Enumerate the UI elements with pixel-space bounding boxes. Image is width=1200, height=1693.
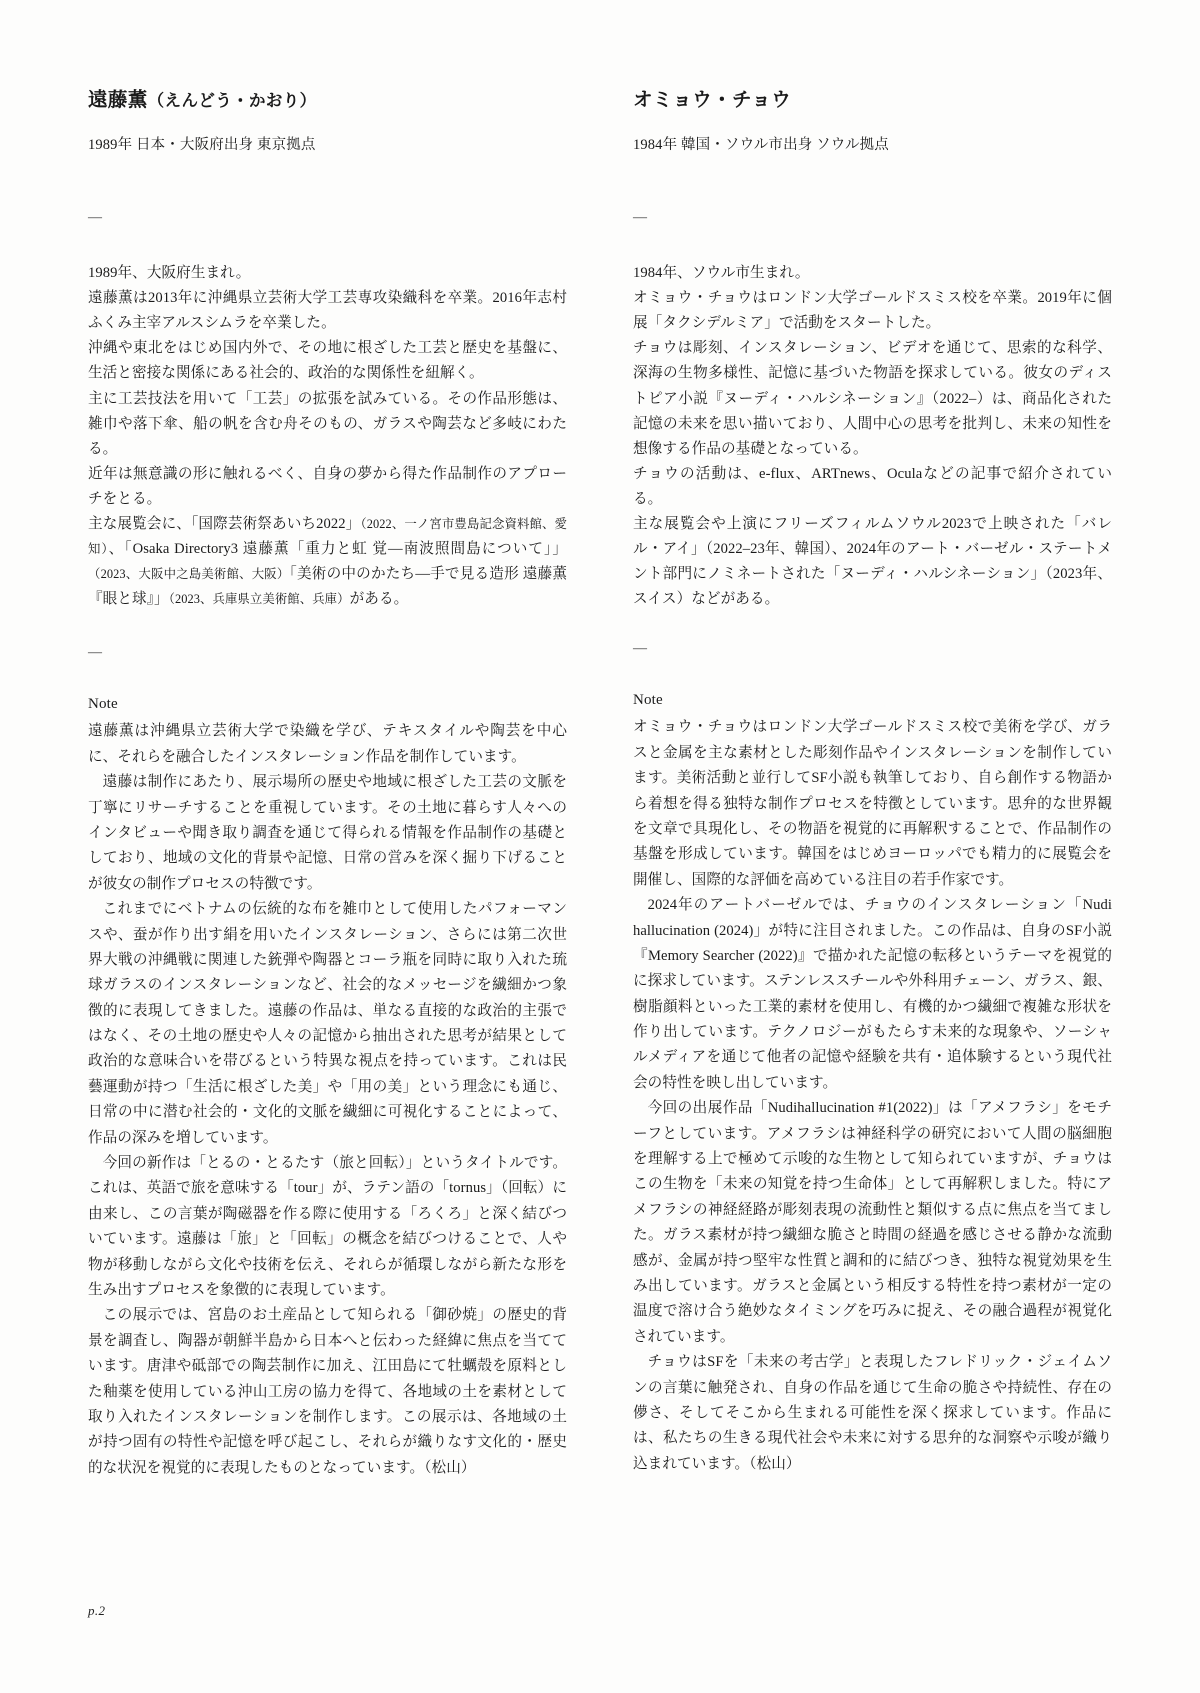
artist-meta-right: 1984年 韓国・ソウル市出身 ソウル拠点 bbox=[633, 137, 889, 154]
artist-meta-left: 1989年 日本・大阪府出身 東京拠点 bbox=[88, 137, 316, 154]
note-paragraph: チョウはSFを「未来の考古学」と表現したフレドリック・ジェイムソンの言葉に触発され、自身の作品を通じて生命の脆さや持続性、存在の儚さ、そしてそこから生まれる可能性を深く探求しています。作品には、私たちの生きる現代社会や未来に対する思弁的な洞察や示唆が織り込まれています。（松山） bbox=[633, 1354, 1112, 1472]
artist-name-left bbox=[88, 88, 567, 113]
bio-paragraph: 近年は無意識の形に触れるべく、自身の夢から得た作品制作のアプローチをとる。 bbox=[88, 465, 567, 507]
bio-paragraph: 遠藤薫は2013年に沖縄県立芸術大学工芸専攻染織科を卒業。2016年志村ふくみ主宰アルスシムラを卒業した。 bbox=[88, 290, 567, 332]
artist-name-main: 遠藤薫 bbox=[88, 90, 148, 111]
note-paragraph: これまでにベトナムの伝統的な布を雑巾として使用したパフォーマンスや、蚕が作り出す絹を用いたインスタレーション、さらには第二次世界大戦の沖縄戦に関連した銃弾や陶器とコーラ瓶を同時に取り入れた琉球ガラスのインスタレーションなど、社会的なメッセージを繊細かつ象徴的に表現してきました。遠藤の作品は、単なる直接的な政治的主張ではなく、その土地の歴史や人々の記憶から抽出された思考が結果として政治的な意味合いを帯びるという特異な視点を持っています。これは民藝運動が持つ「生活に根ざした美」や「用の美」という理念にも通じ、日常の中に潜む社会的・文化的文脈を繊細に可視化することによって、作品の深みを増しています。 bbox=[88, 901, 567, 1146]
note-body-right bbox=[633, 715, 1112, 1477]
exhibitions-detail: （2023、兵庫県立美術館、兵庫） bbox=[168, 592, 350, 607]
note-label-left: Note bbox=[88, 696, 118, 713]
artist-bio-right bbox=[633, 261, 1112, 612]
two-column-body bbox=[88, 88, 1112, 1481]
artist-column-left bbox=[88, 88, 567, 1481]
exhibitions-detail: （2023、大阪中之島美術館、大阪） bbox=[88, 567, 290, 582]
artist-name-reading: （えんどう・かおり） bbox=[147, 91, 317, 110]
note-paragraph: 遠藤薫は沖縄県立芸術大学で染織を学び、テキスタイルや陶芸を中心に、それらを融合したインスタレーション作品を制作しています。 bbox=[88, 723, 567, 765]
bio-paragraph: 主な展覧会や上演にフリーズフィルムソウル2023で上映された「バレル・アイ」（2022–23年、韓国）、2024年のアート・バーゼル・ステートメント部門にノミネートされた「ヌーディ・ハルシネーション」（2023年、スイス）などがある。 bbox=[633, 516, 1112, 608]
divider-top-right: — bbox=[633, 210, 647, 226]
exhibitions-tail: がある。 bbox=[349, 591, 409, 608]
divider-top-left: — bbox=[88, 210, 102, 226]
bio-paragraph: 主に工芸技法を用いて「工芸」の拡張を試みている。その作品形態は、雑巾や落下傘、船の帆を含む舟そのもの、ガラスや陶芸など多岐にわたる。 bbox=[88, 390, 567, 457]
bio-paragraph: 1984年、ソウル市生まれ。 bbox=[633, 265, 810, 282]
exhibitions-mid: 「美術の中のかたち―手で見る造形 遠藤薫『眼と球』」 bbox=[88, 566, 567, 608]
bio-paragraph: チョウは彫刻、インスタレーション、ビデオを通じて、思索的な科学、深海の生物多様性、記憶に基づいた物語を探求している。彼女のディストピア小説『ヌーディ・ハルシネーション』（2022–）は、商品化された記憶の未来を思い描いており、人間中心の思考を批判し、未来の知性を想像する作品の基礎となっている。 bbox=[633, 340, 1112, 457]
note-paragraph: 2024年のアートバーゼルでは、チョウのインスタレーション「Nudi hallucination (2024)」が特に注目されました。この作品は、自身のSF小説『Memory Searcher (2022)』で描かれた記憶の転移というテーマを視覚的に探求しています。ステンレススチールや外科用チェーン、ガラス、銀、樹脂顔料といった工業的素材を使用し、有機的かつ繊細で複雑な形状を作り出しています。テクノロジーがもたらす未来的な現象や、ソーシャルメディアを通じて他者の記憶や経験を共有・追体験するという現代社会の特性を映し出しています。 bbox=[633, 897, 1112, 1091]
exhibitions-mid: 、「Osaka Directory3 遠藤薫「重力と虹 覚―南波照間島について」」 bbox=[108, 541, 568, 558]
divider-mid-right: — bbox=[633, 641, 647, 657]
bio-paragraph: オミョウ・チョウはロンドン大学ゴールドスミス校を卒業。2019年に個展「タクシデルミア」で活動をスタートした。 bbox=[633, 290, 1112, 332]
note-paragraph: 今回の出展作品「Nudihallucination #1(2022)」は「アメフラシ」をモチーフとしています。アメフラシは神経科学の研究において人間の脳細胞を理解する上で極めて示唆的な生物として知られていますが、チョウはこの生物を「未来の知覚を持つ生命体」として再解釈しました。特にアメフラシの神経経路が彫刻表現の流動性と類似する点に焦点を当てました。ガラス素材が持つ繊細な脆さと時間の経過を感じさせる静かな流動感が、金属が持つ堅牢な性質と調和的に結びつき、独特な視覚効果を生み出しています。ガラスと金属という相反する特性を持つ素材が一定の温度で溶け合う絶妙なタイミングを巧みに捉え、その融合過程が視覚化されています。 bbox=[633, 1100, 1112, 1345]
bio-exhibitions bbox=[88, 512, 567, 612]
bio-paragraph: チョウの活動は、e-flux、ARTnews、Oculaなどの記事で紹介されている。 bbox=[633, 465, 1112, 507]
bio-paragraph: 沖縄や東北をはじめ国内外で、その地に根ざした工芸と歴史を基盤に、生活と密接な関係にある社会的、政治的な関係性を紐解く。 bbox=[88, 340, 567, 382]
note-paragraph: 遠藤は制作にあたり、展示場所の歴史や地域に根ざした工芸の文脈を丁寧にリサーチすることを重視しています。その土地に暮らす人々へのインタビューや聞き取り調査を通じて得られる情報を作品制作の基礎としており、地域の文化的背景や記憶、日常の営みを深く掘り下げることが彼女の制作プロセスの特徴です。 bbox=[88, 774, 567, 892]
note-paragraph: オミョウ・チョウはロンドン大学ゴールドスミス校で美術を学び、ガラスと金属を主な素材とした彫刻作品やインスタレーションを制作しています。美術活動と並行してSF小説も執筆しており、自ら創作する物語から着想を得る独特な制作プロセスを特徴としています。思弁的な世界観を文章で具現化し、その物語を視覚的に再解釈することで、作品制作の基盤を形成しています。韓国をはじめヨーロッパでも精力的に展覧会を開催し、国際的な評価を高めている注目の若手作家です。 bbox=[633, 719, 1112, 888]
note-paragraph: 今回の新作は「とるの・とるたす（旅と回転）」というタイトルです。これは、英語で旅を意味する「tour」が、ラテン語の「tornus」（回転）に由来し、この言葉が陶磁器を作る際に使用する「ろくろ」と深く結びついています。遠藤は「旅」と「回転」の概念を結びつけることで、人や物が移動しながら文化や技術を伝え、それらが循環しながら新たな形を生み出すプロセスを象徴的に表現しています。 bbox=[88, 1155, 567, 1298]
divider-mid-left: — bbox=[88, 645, 102, 661]
artist-name-right bbox=[633, 88, 1112, 113]
exhibitions-detail: （2022、一ノ宮市豊島記念資料館、愛知） bbox=[88, 517, 567, 557]
note-paragraph: この展示では、宮島のお土産品として知られる「御砂焼」の歴史的背景を調査し、陶器が朝鮮半島から日本へと伝わった経緯に焦点を当てています。唐津や砥部での陶芸制作に加え、江田島にて牡蠣殻を原料とした釉薬を使用している沖山工房の協力を得て、各地域の土を素材として取り入れたインスタレーションを制作します。この展示は、各地域の土が持つ固有の特性や記憶を呼び起こし、それらが織りなす文化的・歴史的な状況を視覚的に表現したものとなっています。（松山） bbox=[88, 1307, 567, 1476]
exhibitions-lead: 主な展覧会に、「国際芸術祭あいち2022」 bbox=[88, 516, 361, 533]
bio-paragraph: 1989年、大阪府生まれ。 bbox=[88, 265, 251, 282]
artist-name-main: オミョウ・チョウ bbox=[633, 90, 792, 111]
page-number: p.2 bbox=[88, 1603, 106, 1618]
artist-bio-left bbox=[88, 261, 567, 612]
note-body-left bbox=[88, 719, 567, 1481]
artist-column-right bbox=[633, 88, 1112, 1481]
note-label-right: Note bbox=[633, 692, 663, 709]
